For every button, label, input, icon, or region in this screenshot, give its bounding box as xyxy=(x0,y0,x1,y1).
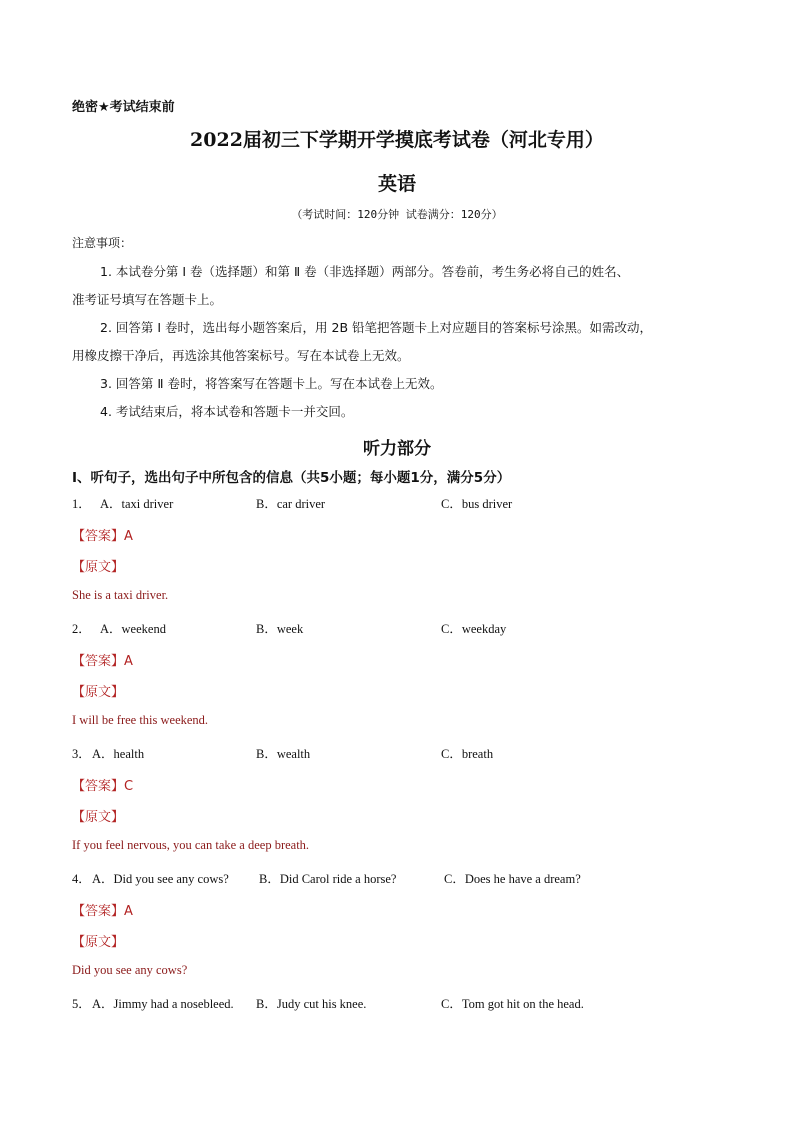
answer-value: A xyxy=(124,904,133,919)
option-a: A．Did you see any cows? xyxy=(92,872,229,886)
original-text: Did you see any cows? xyxy=(72,963,188,977)
question-number: 2． xyxy=(72,622,91,636)
section-title: 听力部分 xyxy=(363,439,431,459)
answer-line xyxy=(72,900,133,919)
option-c: C．Does he have a dream? xyxy=(444,872,581,886)
part-title: I、听句子，选出句子中所包含的信息（共5小题；每小题1分，满分5分） xyxy=(72,470,511,486)
answer-label: 【答案】 xyxy=(72,529,125,544)
option-b: B．car driver xyxy=(256,497,326,511)
option-b: B．Did Carol ride a horse? xyxy=(259,872,397,886)
original-label: 【原文】 xyxy=(72,685,125,700)
option-c: C．weekday xyxy=(441,622,507,636)
answer-value: C xyxy=(124,779,134,794)
notice-line: 2. 回答第 Ⅰ 卷时，选出每小题答案后，用 2B 铅笔把答题卡上对应题目的答案标号涂黑。如需改动， xyxy=(100,320,653,335)
option-c: C．bus driver xyxy=(441,497,513,511)
option-a: A．taxi driver xyxy=(100,497,174,511)
original-text: If you feel nervous, you can take a deep breath. xyxy=(72,838,310,852)
option-b: B．wealth xyxy=(256,747,311,761)
notice-heading: 注意事项： xyxy=(72,236,133,250)
notice-line: 准考证号填写在答题卡上。 xyxy=(72,292,223,307)
answer-value: A xyxy=(124,654,133,669)
time-info: （考试时间：120分钟 试卷满分：120分） xyxy=(291,208,503,221)
question-number: 3． xyxy=(72,747,91,761)
answer-label: 【答案】 xyxy=(72,779,125,794)
original-label: 【原文】 xyxy=(72,935,125,950)
answer-value: A xyxy=(124,529,133,544)
question-number: 4． xyxy=(72,872,91,886)
answer-line xyxy=(72,775,133,794)
original-text: I will be free this weekend. xyxy=(72,713,209,727)
question-number: 5． xyxy=(72,997,91,1011)
original-text: She is a taxi driver. xyxy=(72,588,169,602)
option-c: C．breath xyxy=(441,747,494,761)
notice-line: 3. 回答第 Ⅱ 卷时，将答案写在答题卡上。写在本试卷上无效。 xyxy=(100,376,443,391)
answer-label: 【答案】 xyxy=(72,904,125,919)
option-a: A．weekend xyxy=(100,622,166,636)
original-label: 【原文】 xyxy=(72,810,125,825)
notice-line: 用橡皮擦干净后，再选涂其他答案标号。写在本试卷上无效。 xyxy=(72,348,410,363)
option-a: A．health xyxy=(92,747,145,761)
option-b: B．week xyxy=(256,622,304,636)
notice-line: 4. 考试结束后，将本试卷和答题卡一并交回。 xyxy=(100,404,354,419)
confidential-mark: 绝密★考试结束前 xyxy=(72,100,175,115)
answer-label: 【答案】 xyxy=(72,654,125,669)
answer-line xyxy=(72,525,133,544)
option-b: B．Judy cut his knee. xyxy=(256,997,367,1011)
original-label: 【原文】 xyxy=(72,560,125,575)
notice-line: 1. 本试卷分第 Ⅰ 卷（选择题）和第 Ⅱ 卷（非选择题）两部分。答卷前，考生务必将自己的姓名、 xyxy=(100,264,630,279)
option-a: A．Jimmy had a nosebleed. xyxy=(92,997,234,1011)
exam-title: 2022届初三下学期开学摸底考试卷（河北专用） xyxy=(190,129,604,151)
question-number: 1． xyxy=(72,497,91,511)
subject-title: 英语 xyxy=(377,173,416,195)
option-c: C．Tom got hit on the head. xyxy=(441,997,584,1011)
answer-line xyxy=(72,650,133,669)
